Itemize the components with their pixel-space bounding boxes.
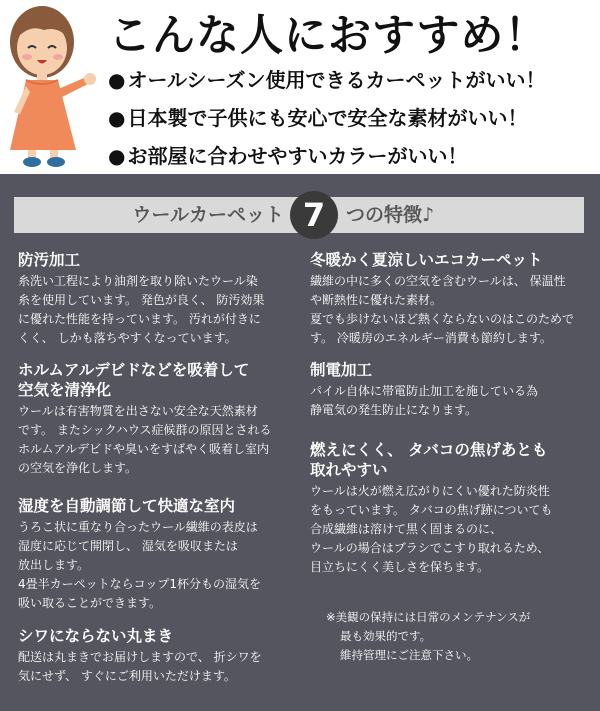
feature-title: 冬暖かく夏涼しいエコカーペット [310,251,543,269]
bullet-icon: ● [108,106,126,130]
feature-title: 湿度を自動調節して快適な室内 [18,497,236,515]
features-panel [0,174,600,711]
header-section [0,0,600,174]
feature-description: ウールは有害物質を出さない安全な天然素材 です。 またシックハウス症候群の原因とされる ホルムアルデビドや臭いをすばやく吸着し室内 の空気を浄化します。 [18,404,272,475]
feature-antistatic [310,360,598,420]
feature-title: 燃えにくく、 タバコの焦げあとも 取れやすい [310,441,548,479]
bullet-icon: ● [108,144,126,168]
feature-title: ホルムアルデビドなどを吸着して 空気を清浄化 [18,361,250,399]
page-headline: こんな人におすすめ！ [108,11,549,61]
feature-air-purifying [18,360,308,478]
bullet-icon: ● [108,68,126,92]
banner-title-left: ウールカーペット [132,204,284,226]
feature-title: シワにならない丸まき [18,627,174,645]
feature-stain-resistant [18,250,308,348]
feature-description: うろこ状に重なり合ったウール繊維の表皮は 湿度に応じて開閉し、 湿気を吸収または 放出します。 4畳半カーペットならコップ1杯分もの湿気を 吸い取ることができます。 [18,520,262,610]
banner-title-right: つの特徴♪ [346,204,435,226]
recommendation-item [108,64,600,93]
feature-flame-resistant [310,440,598,577]
feature-humidity-control [18,496,308,613]
recommendation-text: お部屋に合わせやすいカラーがいい！ [127,144,468,168]
feature-description: パイル自体に帯電防止加工を施している為 静電気の発生防止になります。 [310,384,539,417]
feature-title: 制電加工 [310,361,373,379]
feature-no-wrinkle-roll [18,626,308,686]
feature-description: ウールは火が燃え広がりにくい優れた防炎性 をもっています。 タバコの焦げ跡についても 合成繊維は溶けて黒く固まるのに、 ウールの場合はブラシでこすり取れるため、 目立ちにくく美しさを保ちます。 [310,484,553,574]
maintenance-note: ※美観の保持には日常のメンテナンスが 最も効果的です。 維持管理にご注意下さい。 [326,610,531,662]
feature-eco-carpet [310,250,598,348]
feature-description: 配送は丸まきでお届けしますので、 折シワを 気にせず、 すぐにご利用いただけます。 [18,650,262,683]
girl-pointing-illustration [0,0,100,170]
banner-number-badge: 7 [290,191,338,239]
feature-description: 糸洗い工程により油剤を取り除いたウール染 糸を使用しています。 発色が良く、 防汚効果 に優れた性能を持っています。 汚れが付きに くく、 しかも落ちやすくなっています。 [18,274,265,345]
feature-description: 繊維の中に多くの空気を含むウールは、 保温性 や断熱性に優れた素材。 夏でも歩けないほど熱くならないのはこのためで す。 冷暖房のエネルギー消費も節約します。 [310,274,575,345]
recommendation-item [108,102,600,131]
feature-title: 防汚加工 [18,251,81,269]
features-banner [14,197,584,233]
recommendation-text: オールシーズン使用できるカーペットがいい！ [127,68,546,92]
recommendation-item [108,140,600,169]
recommendation-text: 日本製で子供にも安心で安全な素材がいい！ [127,106,528,130]
